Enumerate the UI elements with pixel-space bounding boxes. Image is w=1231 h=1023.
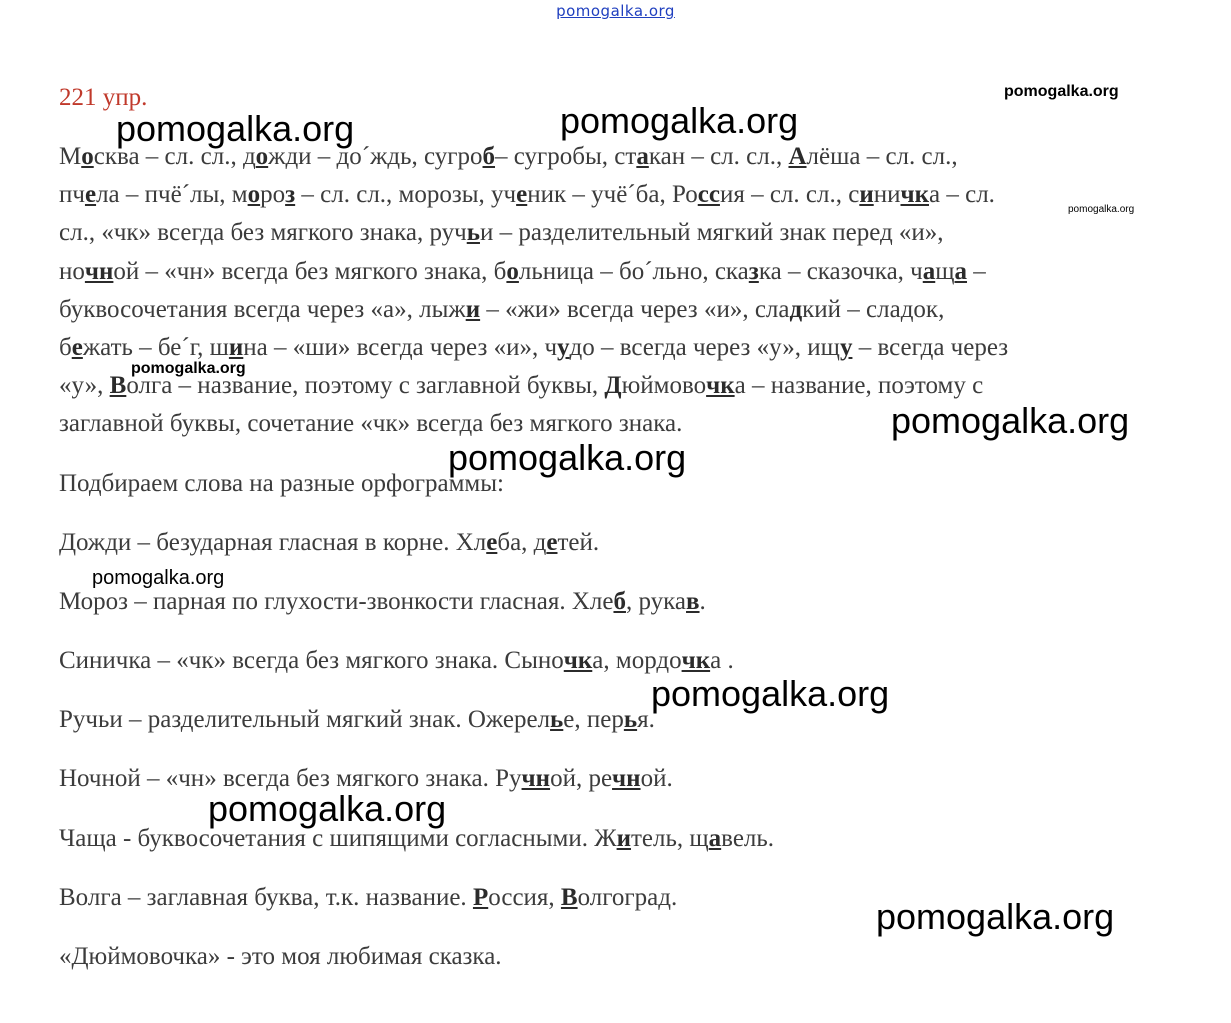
text-segment: а . bbox=[710, 647, 734, 675]
text-segment: но bbox=[59, 257, 85, 285]
highlighted-letter: ь bbox=[550, 706, 564, 734]
watermark: pomogalka.org bbox=[1068, 204, 1135, 215]
text-segment: олгоград. bbox=[577, 883, 678, 911]
text-segment: Дожди – безударная гласная в корне. Хл bbox=[59, 528, 487, 556]
highlighted-letter: о bbox=[81, 143, 94, 170]
watermark: pomogalka.org bbox=[876, 896, 1115, 937]
text-segment: а – название, поэтому с bbox=[734, 372, 984, 400]
highlighted-letter: а bbox=[708, 824, 722, 852]
text-segment: – сугробы, ст bbox=[495, 143, 637, 170]
text-segment: – bbox=[967, 257, 986, 285]
text-segment: олга – название, поэтому с заглавной буквы, bbox=[126, 372, 605, 400]
text-segment: юймово bbox=[621, 372, 707, 400]
watermark: pomogalka.org bbox=[116, 108, 355, 149]
example-line bbox=[59, 583, 1174, 621]
highlighted-letter: в bbox=[686, 587, 700, 615]
text-segment: ия – сл. сл., с bbox=[719, 181, 860, 209]
text-segment: а – сл. bbox=[929, 181, 995, 209]
text-segment: ой – «чн» всегда без мягкого знака, б bbox=[113, 257, 507, 285]
text-segment: жать – бе´г, ш bbox=[82, 333, 229, 361]
text-segment: Чаща - буквосочетания с шипящими согласными. Ж bbox=[59, 824, 617, 852]
text-segment: а, мордо bbox=[592, 647, 682, 675]
text-segment: оссия, bbox=[488, 883, 561, 911]
text-segment: ой. bbox=[640, 765, 673, 793]
highlighted-letter: з bbox=[285, 181, 296, 209]
paragraph-line bbox=[59, 291, 1174, 329]
highlighted-letter: а bbox=[954, 257, 968, 285]
text-segment: . bbox=[699, 587, 706, 615]
text-segment: лёша – сл. сл., bbox=[806, 143, 958, 170]
highlighted-letter: А bbox=[788, 143, 807, 170]
site-link[interactable]: pomogalka.org bbox=[556, 2, 675, 20]
highlighted-letter: е bbox=[516, 181, 528, 209]
watermark: pomogalka.org bbox=[131, 360, 246, 377]
highlighted-letter: и bbox=[859, 181, 874, 209]
text-segment: я. bbox=[637, 706, 655, 734]
highlighted-letter: е bbox=[71, 333, 83, 361]
highlighted-letter: б bbox=[613, 587, 626, 615]
highlighted-letter: о bbox=[506, 257, 519, 285]
highlighted-letter: Р bbox=[472, 883, 489, 911]
text-segment: ла – пчё´лы, м bbox=[96, 181, 248, 209]
highlighted-letter: е bbox=[84, 181, 97, 209]
highlighted-letter: ь bbox=[466, 219, 480, 247]
text-segment: вель. bbox=[721, 824, 775, 852]
highlighted-letter: а bbox=[636, 143, 649, 170]
answer-content bbox=[59, 138, 1174, 976]
highlighted-letter: В bbox=[109, 372, 127, 400]
text-segment: – «жи» всегда через «и», сла bbox=[480, 295, 790, 323]
text-segment: на – «ши» всегда через «и», ч bbox=[243, 333, 558, 361]
text-segment: кий – сладок, bbox=[802, 295, 945, 323]
text-segment: жди – до´ждь, сугро bbox=[268, 143, 483, 170]
example-line bbox=[59, 938, 1174, 976]
highlighted-letter: и bbox=[616, 824, 631, 852]
highlighted-letter: д bbox=[789, 295, 803, 323]
intro-line: Подбираем слова на разные орфограммы: bbox=[59, 469, 504, 497]
watermark: pomogalka.org bbox=[92, 567, 225, 589]
text-segment: Ночной – «чн» всегда без мягкого знака. Ру bbox=[59, 765, 522, 793]
highlighted-letter: В bbox=[560, 883, 578, 911]
highlighted-letter: и bbox=[228, 333, 244, 361]
exercise-title: 221 упр. bbox=[59, 84, 148, 111]
highlighted-letter: Д bbox=[604, 372, 622, 400]
example-line bbox=[59, 642, 1174, 680]
example-line bbox=[59, 524, 1174, 562]
text-segment: Мороз – парная по глухости-звонкости гласная. Хле bbox=[59, 587, 614, 615]
text-segment: ба, д bbox=[497, 528, 547, 556]
highlighted-letter: б bbox=[482, 143, 496, 170]
text-segment: ник – учё´ба, Ро bbox=[527, 181, 698, 209]
text-segment: – сл. сл., морозы, уч bbox=[295, 181, 517, 209]
text-segment: буквосочетания всегда через «а», лыж bbox=[59, 295, 466, 323]
watermark: pomogalka.org bbox=[208, 788, 447, 829]
watermark: pomogalka.org bbox=[1004, 83, 1119, 100]
paragraph-line bbox=[59, 214, 1174, 252]
highlighted-letter: чн bbox=[84, 257, 114, 285]
paragraph-line bbox=[59, 253, 1174, 291]
text-segment: пч bbox=[59, 181, 85, 209]
main-paragraph bbox=[59, 138, 1174, 444]
highlighted-letter: о bbox=[247, 181, 261, 209]
text-segment: Ручьи – разделительный мягкий знак. Ожерел bbox=[59, 706, 551, 734]
example-line bbox=[59, 701, 1174, 739]
highlighted-letter: у bbox=[557, 333, 570, 361]
text-segment: льница – бо´льно, ска bbox=[518, 257, 749, 285]
text-segment: щ bbox=[935, 257, 955, 285]
text-segment: «у», bbox=[59, 372, 110, 400]
watermark: pomogalka.org bbox=[448, 437, 687, 478]
text-segment: М bbox=[59, 143, 82, 170]
highlighted-letter: и bbox=[465, 295, 481, 323]
text-segment: , рука bbox=[625, 587, 687, 615]
highlighted-letter: чк bbox=[681, 647, 711, 675]
text-segment: – всегда через bbox=[852, 333, 1009, 361]
highlighted-letter: чн bbox=[612, 765, 641, 793]
text-segment: «Дюймовочка» - это моя любимая сказка. bbox=[59, 943, 502, 970]
watermark: pomogalka.org bbox=[560, 100, 799, 141]
text-segment: заглавной буквы, сочетание «чк» всегда без мягкого знака. bbox=[59, 410, 683, 438]
watermark: pomogalka.org bbox=[891, 400, 1130, 441]
text-segment: и – разделительный мягкий знак перед «и», bbox=[479, 219, 944, 247]
text-segment: Синичка – «чк» всегда без мягкого знака. Сыно bbox=[59, 647, 564, 675]
text-segment: сл., «чк» всегда без мягкого знака, руч bbox=[59, 219, 467, 247]
highlighted-letter: у bbox=[839, 333, 853, 361]
text-segment: ка – сказочка, ч bbox=[758, 257, 923, 285]
paragraph-line bbox=[59, 176, 1174, 214]
highlighted-letter: о bbox=[255, 143, 269, 170]
highlighted-letter: ь bbox=[623, 706, 638, 734]
text-segment: ни bbox=[873, 181, 901, 209]
highlighted-letter: чк bbox=[706, 372, 735, 400]
highlighted-letter: чн bbox=[521, 765, 551, 793]
text-segment: кан – сл. сл., bbox=[648, 143, 789, 170]
watermark: pomogalka.org bbox=[651, 673, 890, 714]
highlighted-letter: чк bbox=[563, 647, 593, 675]
text-segment: б bbox=[59, 333, 72, 361]
highlighted-letter: чк bbox=[900, 181, 929, 209]
text-segment: тель, щ bbox=[631, 824, 709, 852]
text-segment: сква – сл. сл., д bbox=[93, 143, 256, 170]
highlighted-letter: е bbox=[546, 528, 558, 556]
text-segment: Волга – заглавная буква, т.к. название. bbox=[59, 883, 473, 911]
text-segment: тей. bbox=[557, 528, 600, 556]
highlighted-letter: сс bbox=[697, 181, 720, 209]
text-segment: ро bbox=[260, 181, 286, 209]
text-segment: е, пер bbox=[563, 706, 624, 734]
highlighted-letter: е bbox=[486, 528, 498, 556]
highlighted-letter: з bbox=[748, 257, 759, 285]
text-segment: до – всегда через «у», ищ bbox=[569, 333, 840, 361]
text-segment: ой, ре bbox=[550, 765, 613, 793]
highlighted-letter: а bbox=[922, 257, 936, 285]
